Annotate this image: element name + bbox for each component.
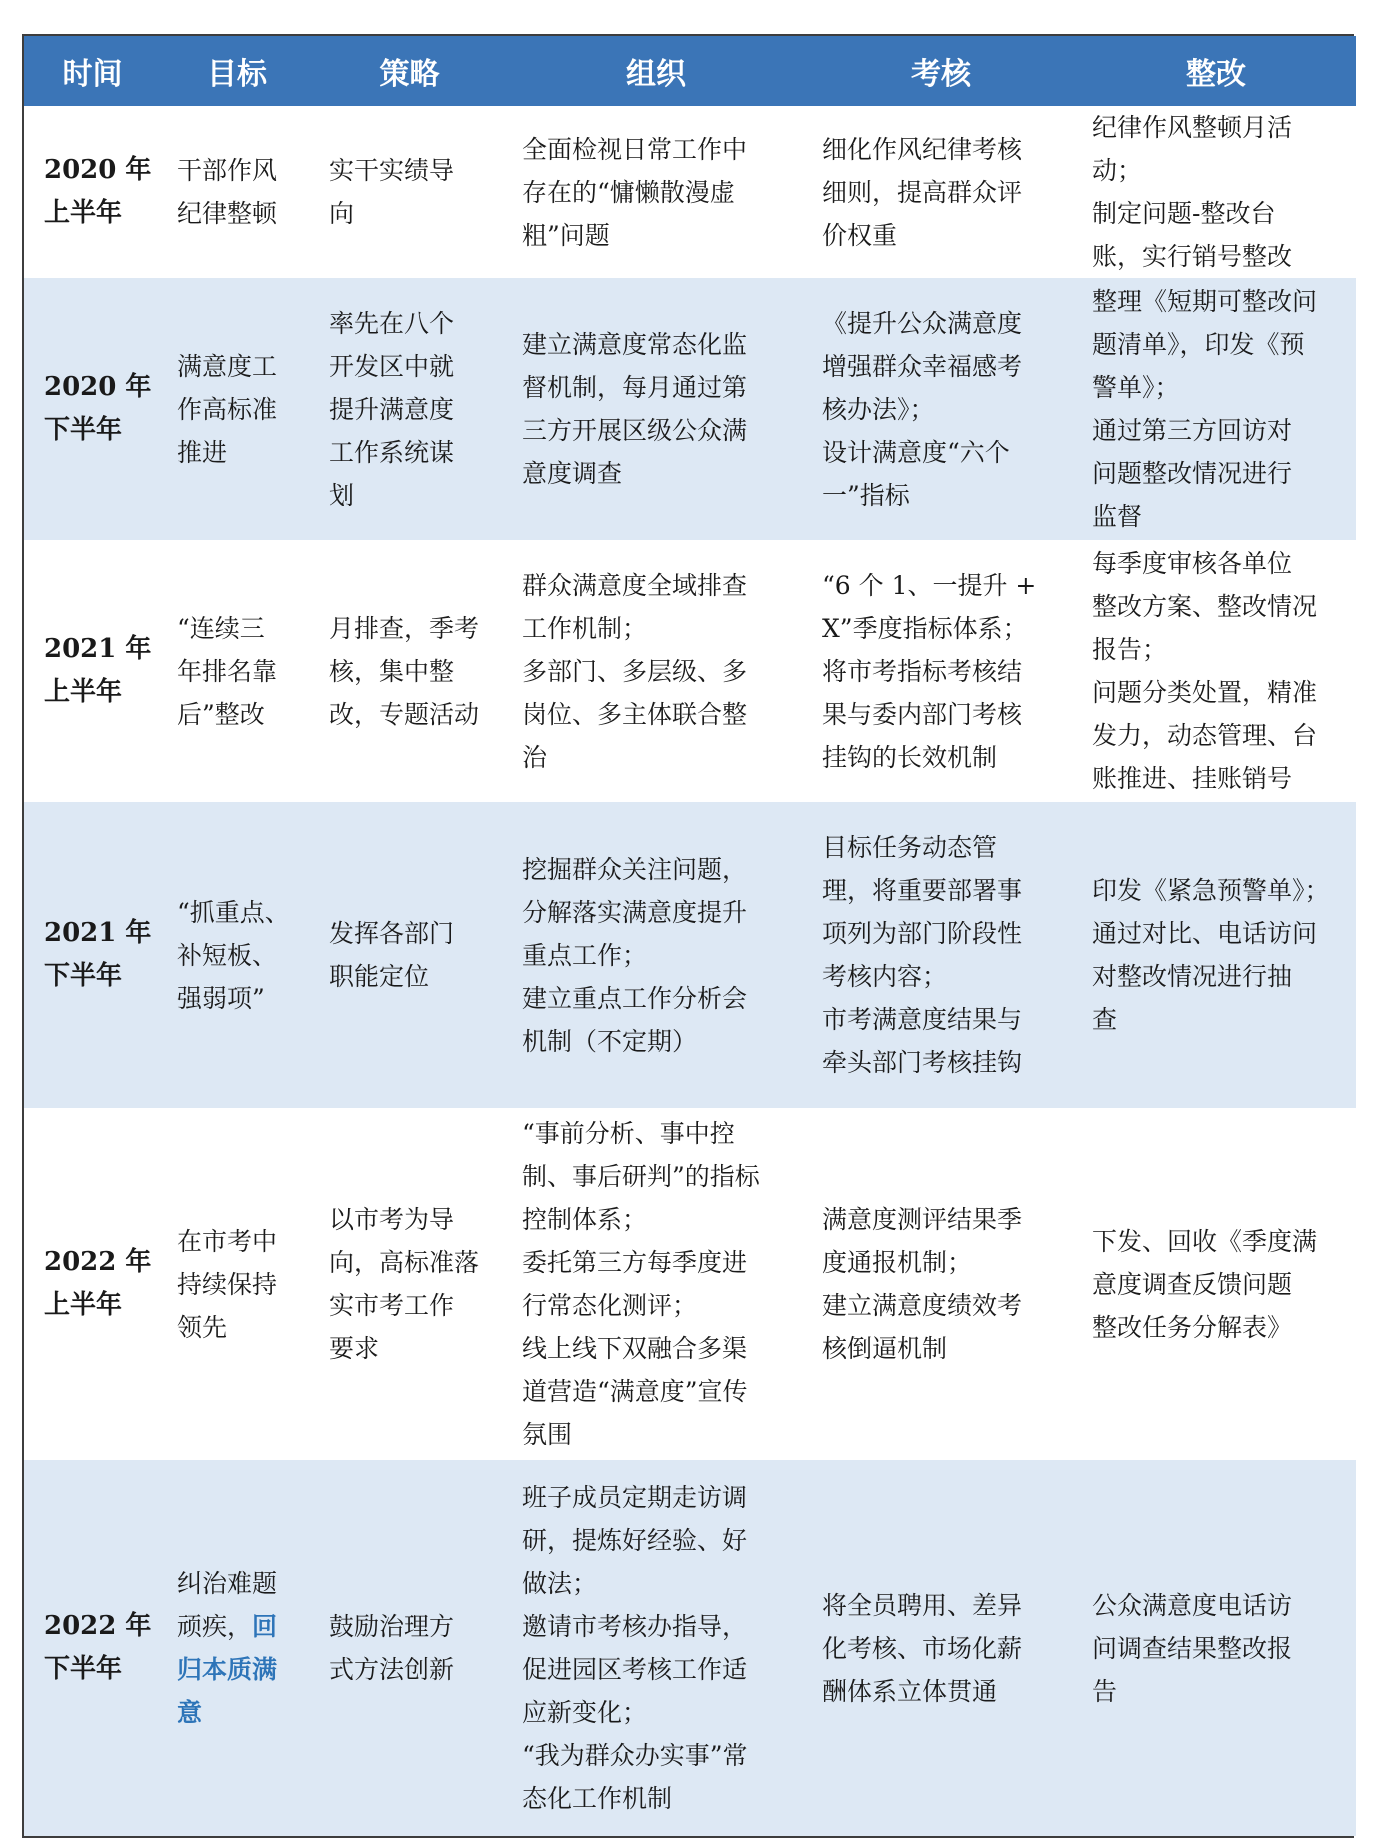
cell-line: 细则，提高群众评 [822, 177, 1023, 207]
cell-line: 做法； [522, 1569, 598, 1598]
cell-line: 整理《短期可整改问 [1092, 287, 1318, 316]
cell-line: 持续保持 [177, 1269, 278, 1299]
header-strategy: 策略 [313, 36, 506, 106]
cell-line: 道营造“满意度”宣传 [522, 1377, 748, 1406]
cell-line: 班子成员定期走访调 [522, 1483, 748, 1512]
cell-time [24, 1108, 161, 1460]
cell-goal [161, 540, 313, 802]
header-assessment: 考核 [806, 36, 1076, 106]
cell-line: 市考满意度结果与 [822, 1005, 1023, 1034]
cell-line: “我为群众办实事”常 [522, 1741, 748, 1770]
table-row [24, 1108, 1356, 1460]
highlight-text: 回 [252, 1612, 278, 1641]
cell-line: 对整改情况进行抽 [1092, 962, 1293, 991]
cell-line: 粗”问题 [522, 220, 610, 250]
cell-line: 研，提炼好经验、好 [522, 1526, 748, 1555]
table-row [24, 802, 1356, 1108]
cell-line: 每季度审核各单位 [1092, 549, 1293, 578]
cell-line: 制、事后研判”的指标 [522, 1162, 760, 1191]
cell-line: 动； [1092, 156, 1143, 185]
cell-line: 2022 年 [44, 1247, 152, 1277]
cell-line: 以市考为导 [329, 1205, 455, 1234]
cell-line: 后”整改 [177, 699, 265, 729]
highlight-text: 归本质满 [177, 1655, 278, 1684]
cell-assessment [806, 802, 1076, 1108]
cell-time [24, 540, 161, 802]
cell-line: 应新变化； [522, 1698, 648, 1727]
cell-line: 重点工作； [522, 940, 648, 970]
cell-line: 三方开展区级公众满 [522, 416, 748, 445]
cell-rectification [1076, 540, 1356, 802]
cell-line: 2021 年 [44, 634, 152, 664]
header-rectification: 整改 [1076, 36, 1356, 106]
cell-line: 挖掘群众关注问题， [522, 854, 748, 884]
cell-goal [161, 278, 313, 540]
cell-line: 鼓励治理方 [329, 1612, 455, 1641]
cell-line: 领先 [177, 1312, 228, 1342]
cell-line: 果与委内部门考核 [822, 699, 1023, 729]
cell-line: 促进园区考核工作适 [522, 1655, 748, 1684]
cell-line [177, 1605, 303, 1648]
cell-line: 牵头部门考核挂钩 [822, 1048, 1023, 1077]
cell-line: 细化作风纪律考核 [822, 134, 1023, 164]
cell-line: 价权重 [822, 220, 898, 250]
cell-line: 补短板、 [177, 940, 278, 970]
header-organization: 组织 [506, 36, 806, 106]
cell-line: 下发、回收《季度满 [1092, 1226, 1318, 1256]
cell-line: 将市考指标考核结 [822, 656, 1023, 686]
cell-line: 设计满意度“六个 [822, 437, 1010, 467]
cell-line: 通过第三方回访对 [1092, 416, 1293, 445]
cell-organization [506, 106, 806, 278]
cell-line: 问调查结果整改报 [1092, 1633, 1293, 1663]
cell-line: 告 [1092, 1676, 1118, 1706]
cell-strategy [313, 106, 506, 278]
cell-line: 向 [329, 199, 355, 228]
cell-line: 干部作风 [177, 156, 278, 185]
cell-line: 2020 年 [44, 372, 152, 402]
cell-line: 式方法创新 [329, 1655, 455, 1684]
cell-line: 酬体系立体贯通 [822, 1676, 998, 1706]
cell-line: 理，将重要部署事 [822, 876, 1023, 905]
table-body [24, 106, 1356, 1836]
cell-line: 工作机制； [522, 613, 648, 643]
cell-line: 报告； [1092, 635, 1168, 664]
cell-line: 满意度工 [177, 351, 278, 381]
cell-line: 核倒逼机制 [822, 1334, 948, 1363]
cell-line: 发力，动态管理、台 [1092, 721, 1318, 750]
cell-line: 问题整改情况进行 [1092, 459, 1293, 488]
cell-line: 全面检视日常工作中 [522, 134, 748, 164]
cell-organization [506, 1460, 806, 1836]
policy-table [22, 34, 1354, 1838]
header-row [24, 36, 1356, 106]
header-goal: 目标 [161, 36, 313, 106]
cell-line: 年排名靠 [177, 656, 278, 686]
cell-line: 纪律整顿 [177, 199, 278, 228]
cell-line: 将全员聘用、差异 [822, 1590, 1023, 1620]
cell-strategy [313, 540, 506, 802]
cell-line: 治 [522, 742, 548, 772]
cell-line: 目标任务动态管 [822, 833, 998, 862]
cell-text: 顽疾， [177, 1612, 253, 1641]
cell-time [24, 278, 161, 540]
cell-line: 改，专题活动 [329, 699, 480, 729]
cell-line: 分解落实满意度提升 [522, 897, 748, 927]
cell-line: 率先在八个 [329, 308, 455, 338]
cell-line: 机制（不定期） [522, 1026, 698, 1056]
cell-line: 督机制，每月通过第 [522, 373, 748, 402]
cell-line: 《提升公众满意度 [822, 308, 1023, 338]
cell-time [24, 802, 161, 1108]
cell-line: 考核内容； [822, 962, 948, 991]
cell-time [24, 106, 161, 278]
cell-line: 下半年 [44, 415, 123, 445]
cell-line: 纪律作风整顿月活 [1092, 113, 1293, 142]
cell-line: 建立重点工作分析会 [522, 983, 748, 1013]
highlight-text: 意 [177, 1698, 203, 1727]
cell-line: 强弱项” [177, 983, 265, 1013]
cell-line: 工作系统谋 [329, 437, 455, 467]
cell-line: 实市考工作 [329, 1291, 455, 1320]
cell-line: 整改任务分解表》 [1092, 1312, 1293, 1342]
cell-line: 建立满意度绩效考 [822, 1291, 1023, 1320]
cell-line: 账推进、挂账销号 [1092, 764, 1293, 793]
cell-line: 委托第三方每季度进 [522, 1248, 748, 1277]
cell-goal [161, 106, 313, 278]
cell-line: 题清单》，印发《预 [1092, 330, 1305, 359]
cell-organization [506, 540, 806, 802]
cell-line: 度通报机制； [822, 1248, 973, 1277]
cell-line: 监督 [1092, 502, 1143, 531]
cell-line: 职能定位 [329, 962, 430, 991]
cell-line: 警单》； [1092, 373, 1180, 402]
cell-line: 核，集中整 [329, 656, 455, 686]
cell-assessment [806, 106, 1076, 278]
cell-line: 邀请市考核办指导， [522, 1612, 748, 1641]
cell-text: 纠治难题 [177, 1569, 278, 1598]
cell-rectification [1076, 1108, 1356, 1460]
cell-line: 化考核、市场化薪 [822, 1633, 1023, 1663]
cell-line: 2022 年 [44, 1611, 152, 1641]
cell-line: 通过对比、电话访问 [1092, 919, 1318, 948]
cell-line: 满意度测评结果季 [822, 1205, 1023, 1234]
cell-line: 开发区中就 [329, 351, 455, 381]
cell-line: “事前分析、事中控 [522, 1119, 735, 1148]
cell-goal [161, 802, 313, 1108]
cell-strategy [313, 802, 506, 1108]
cell-line: 2020 年 [44, 155, 152, 185]
cell-line: 要求 [329, 1334, 380, 1363]
cell-time [24, 1460, 161, 1836]
table-row [24, 540, 1356, 802]
cell-line: 推进 [177, 437, 228, 467]
table-row [24, 278, 1356, 540]
cell-line: 问题分类处置，精准 [1092, 678, 1318, 707]
cell-line: 作高标准 [177, 394, 278, 424]
table [24, 36, 1356, 1836]
cell-goal [161, 1460, 313, 1836]
cell-assessment [806, 1108, 1076, 1460]
cell-line: 项列为部门阶段性 [822, 919, 1023, 948]
cell-line: 氛围 [522, 1420, 573, 1449]
cell-line: 下半年 [44, 961, 123, 991]
cell-line: 公众满意度电话访 [1092, 1590, 1293, 1620]
cell-line: 核办法》； [822, 394, 935, 424]
cell-line: 查 [1092, 1005, 1118, 1034]
cell-line: X”季度指标体系； [822, 613, 1028, 643]
table-row [24, 1460, 1356, 1836]
cell-assessment [806, 278, 1076, 540]
cell-line: 挂钩的长效机制 [822, 742, 998, 772]
cell-line: 多部门、多层级、多 [522, 656, 748, 686]
cell-line: 上半年 [44, 198, 123, 228]
table-header [24, 36, 1356, 106]
cell-line: 存在的“慵懒散漫虚 [522, 177, 735, 207]
cell-line: 行常态化测评； [522, 1291, 698, 1320]
cell-strategy [313, 1460, 506, 1836]
cell-rectification [1076, 802, 1356, 1108]
cell-line: 意度调查 [522, 459, 623, 488]
cell-line: 上半年 [44, 677, 123, 707]
cell-line [177, 1691, 303, 1734]
cell-line: 账，实行销号整改 [1092, 242, 1293, 271]
cell-goal [161, 1108, 313, 1460]
cell-line: 上半年 [44, 1290, 123, 1320]
cell-rectification [1076, 278, 1356, 540]
cell-assessment [806, 1460, 1076, 1836]
cell-organization [506, 278, 806, 540]
cell-line: 划 [329, 480, 355, 510]
cell-line: 制定问题-整改台 [1092, 199, 1276, 228]
cell-line: 下半年 [44, 1654, 123, 1684]
cell-organization [506, 802, 806, 1108]
cell-line: 群众满意度全域排查 [522, 570, 748, 600]
cell-line: 在市考中 [177, 1226, 278, 1256]
cell-line: 建立满意度常态化监 [522, 330, 748, 359]
cell-line: 实干实绩导 [329, 156, 455, 185]
cell-organization [506, 1108, 806, 1460]
cell-line: 态化工作机制 [522, 1784, 673, 1813]
cell-line: 意度调查反馈问题 [1092, 1269, 1293, 1299]
cell-line: 岗位、多主体联合整 [522, 699, 748, 729]
cell-line [177, 1648, 303, 1691]
cell-line: 月排查，季考 [329, 613, 480, 643]
cell-line: 向，高标准落 [329, 1248, 480, 1277]
cell-line: 发挥各部门 [329, 919, 455, 948]
cell-line: 线上线下双融合多渠 [522, 1334, 748, 1363]
cell-line: 增强群众幸福感考 [822, 351, 1023, 381]
cell-line: 控制体系； [522, 1205, 648, 1234]
cell-line: 整改方案、整改情况 [1092, 592, 1318, 621]
cell-assessment [806, 540, 1076, 802]
cell-line: 一”指标 [822, 480, 910, 510]
cell-rectification [1076, 106, 1356, 278]
cell-strategy [313, 278, 506, 540]
table-row [24, 106, 1356, 278]
cell-strategy [313, 1108, 506, 1460]
cell-line: “连续三 [177, 613, 265, 643]
cell-line: 印发《紧急预警单》； [1092, 876, 1330, 905]
cell-rectification [1076, 1460, 1356, 1836]
cell-line: “6 个 1、一提升 + [822, 570, 1037, 600]
cell-line: 提升满意度 [329, 394, 455, 424]
cell-line: “抓重点、 [177, 897, 290, 927]
header-time: 时间 [24, 36, 161, 106]
cell-line [177, 1562, 303, 1605]
cell-line: 2021 年 [44, 918, 152, 948]
